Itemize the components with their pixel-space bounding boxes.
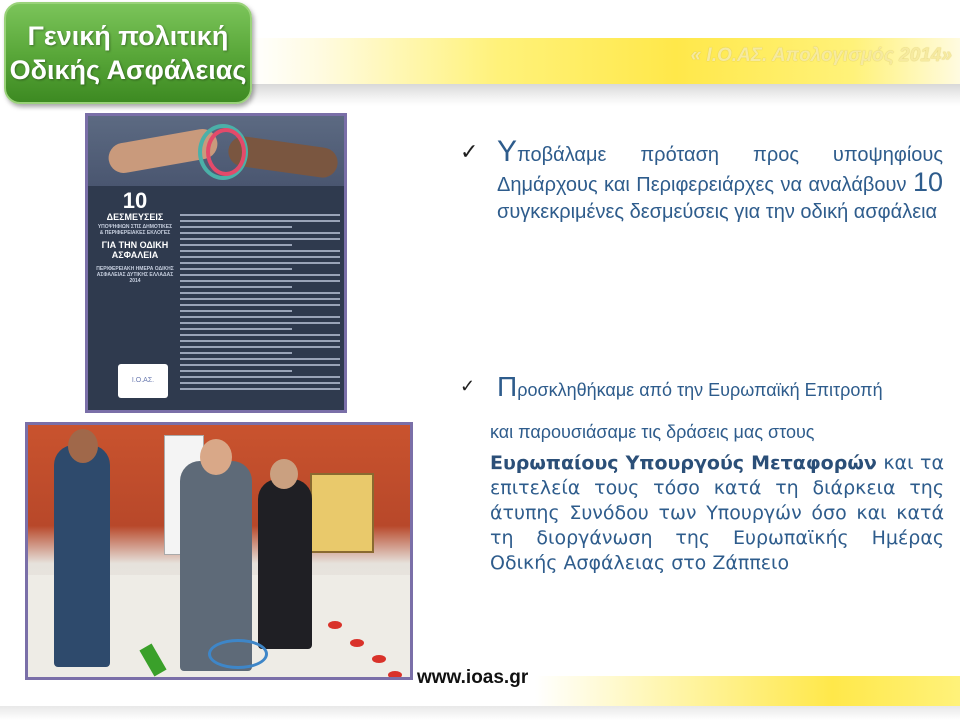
website-url[interactable]: www.ioas.gr [417, 667, 529, 688]
bullet-1-text [497, 135, 943, 226]
poster-logo: Ι.Ο.ΑΣ. [118, 364, 168, 398]
photo-person-1 [54, 445, 110, 667]
bullet-2-rest: και τα επιτελεία τους τόσο κατά τη διάρκεια της άτυπης Συνόδου των Υπουργών όσο και κατά τη διοργάνωση της Ευρωπαϊκής Ημέρας Οδικής Ασφάλειας στο Ζάππειο [490, 452, 944, 574]
bullet-1-initial: Υ [497, 135, 518, 168]
bullet-1-number: 10 [912, 167, 943, 197]
bullet-1-part-2: συγκεκριμένες δεσμεύσεις για την οδική ασφάλεια [497, 201, 938, 223]
poster-number: 10 [122, 188, 148, 213]
checkmark-icon: ✓ [460, 139, 479, 164]
bullet-2-line-1: ροσκληθήκαμε από την Ευρωπαϊκή Επιτροπή [517, 380, 883, 400]
title-line-2: Οδικής Ασφάλειας [9, 55, 247, 85]
poster-heading-2: ΥΠΟΨΗΦΙΩΝ ΣΤΙΣ ΔΗΜΟΤΙΚΕΣ & ΠΕΡΙΦΕΡΕΙΑΚΕΣ ΕΚΛΟΓΕΣ [97, 224, 173, 236]
photo-person-3 [258, 479, 312, 649]
poster-event: ΠΕΡΙΦΕΡΕΙΑΚΗ ΗΜΕΡΑ ΟΔΙΚΗΣ ΑΣΦΑΛΕΙΑΣ ΔΥΤΙΚΗΣ ΕΛΛΑΔΑΣ 2014 [96, 266, 174, 284]
bullet-1-part-1: ποβάλαμε πρόταση προς υποψηφίους Δημάρχους και Περιφερειάρχες να αναλάβουν [497, 144, 943, 196]
bullet-2-bold: Ευρωπαίους Υπουργούς Μεταφορών [490, 452, 877, 474]
poster-body-text [180, 214, 340, 394]
poster-hands-photo [88, 116, 344, 186]
checkmark-icon: ✓ [460, 376, 476, 396]
floor-circle [208, 639, 268, 669]
bullet-2-first-line [497, 367, 943, 410]
poster-headline [96, 190, 174, 284]
footer-bar [535, 676, 960, 706]
photo-display-board [310, 473, 374, 553]
campaign-poster-image [85, 113, 347, 413]
bullet-2-line-2: και παρουσιάσαμε τις δράσεις μας στους [490, 422, 815, 442]
footer-shadow [0, 706, 960, 720]
poster-heading-1: ΔΕΣΜΕΥΣΕΙΣ [106, 212, 164, 222]
title-line-1: Γενική πολιτική [27, 21, 229, 51]
bullet-2-text [490, 417, 944, 576]
event-photo [25, 422, 413, 680]
header-subtitle: « Ι.Ο.ΑΣ. Απολογισμός 2014» [690, 45, 952, 66]
poster-heading-3: ΓΙΑ ΤΗΝ ΟΔΙΚΗ ΑΣΦΑΛΕΙΑ [101, 240, 169, 260]
header-shadow [250, 84, 960, 106]
title-badge [4, 2, 252, 104]
bullet-2-initial: Π [497, 371, 518, 402]
